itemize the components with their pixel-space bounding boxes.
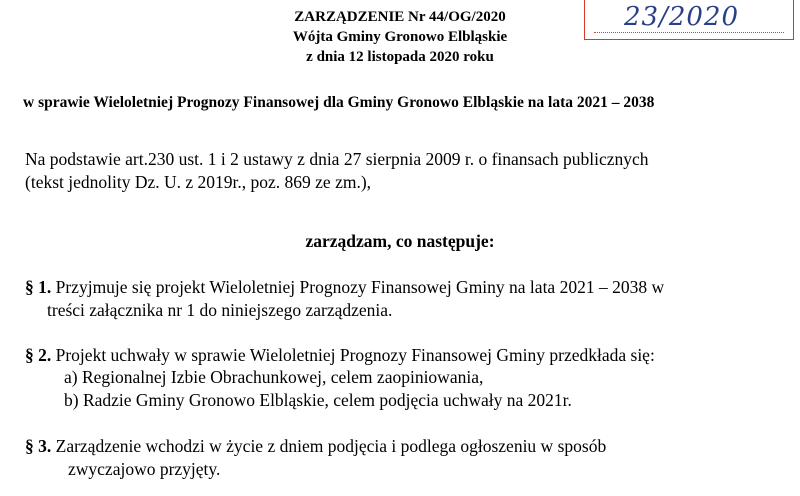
decree-heading: zarządzam, co następuje: [305, 231, 495, 251]
legal-basis-line-1: Na podstawie art.230 ust. 1 i 2 ustawy z dnia 27 sierpnia 2009 r. o finansach publicznych [25, 149, 649, 169]
list-item-b: b) Radzie Gminy Gronowo Elbląskie, celem podjęcia uchwały na 2021r. [64, 390, 572, 410]
section-text: Przyjmuje się projekt Wieloletniej Prognozy Finansowej Gminy na lata 2021 – 2038 w [51, 277, 665, 297]
section-number: § 1. [25, 277, 52, 297]
handwritten-number: 23/2020 [624, 2, 740, 32]
issue-date: z dnia 12 listopada 2020 roku [306, 49, 494, 65]
section-2-line-1 [25, 344, 655, 367]
section-1-line-1 [25, 276, 664, 299]
ordinance-title: ZARZĄDZENIE Nr 44/OG/2020 [294, 9, 506, 25]
section-text: Projekt uchwały w sprawie Wieloletniej Prognozy Finansowej Gminy przedkłada się: [51, 345, 655, 365]
section-1-line-2: treści załącznika nr 1 do niniejszego zarządzenia. [47, 300, 393, 320]
section-3-line-2: zwyczajowo przyjęty. [68, 459, 221, 479]
section-number: § 2. [25, 345, 52, 365]
section-text: Zarządzenie wchodzi w życie z dniem podjęcia i podlega ogłoszeniu w sposób [51, 436, 607, 456]
issuer: Wójta Gminy Gronowo Elbląskie [292, 29, 508, 45]
list-item-a: a) Regionalnej Izbie Obrachunkowej, celem zaopiniowania, [64, 367, 484, 387]
legal-basis-line-2: (tekst jednolity Dz. U. z 2019r., poz. 869 ze zm.), [25, 172, 372, 192]
section-number: § 3. [25, 436, 52, 456]
subject-line: w sprawie Wieloletniej Prognozy Finansowej dla Gminy Gronowo Elbląskie na lata 2021 – 2038 [23, 94, 655, 111]
stamp-dotted-line [594, 32, 784, 33]
section-3-line-1 [25, 435, 606, 458]
